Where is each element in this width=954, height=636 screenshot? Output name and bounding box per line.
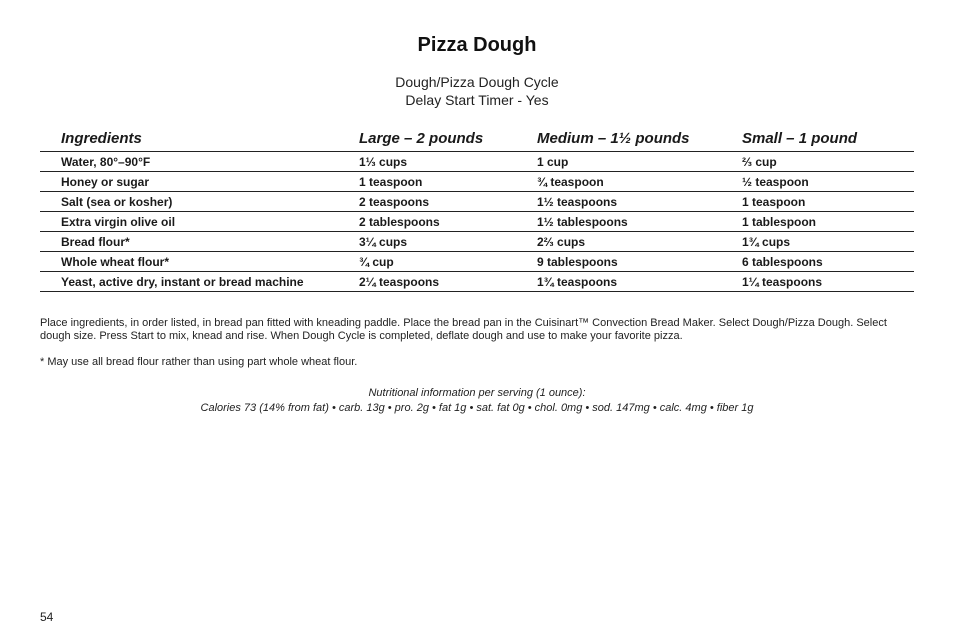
table-row: [40, 152, 914, 172]
ingredients-table: [40, 127, 914, 292]
table-row: [40, 192, 914, 212]
large-amount: 3¼ cups: [359, 232, 537, 252]
header-large: Large – 2 pounds: [359, 127, 537, 152]
instructions-paragraph: Place ingredients, in order listed, in bread pan fitted with kneading paddle. Place the bread pan in the Cuisinart™ Convection Bread Maker. Select Dough/Pizza Dough. Select dough size. Press Start to mix, knead and rise. When Dough Cycle is completed, deflate dough and use to make your favorite pizza.: [40, 317, 887, 342]
medium-amount: 2⅔ cups: [537, 232, 742, 252]
large-amount: ¾ cup: [359, 252, 537, 272]
medium-amount: 1½ tablespoons: [537, 212, 742, 232]
small-amount: ⅔ cup: [742, 152, 914, 172]
table-row: [40, 252, 914, 272]
small-amount: 1¼ teaspoons: [742, 272, 914, 292]
ingredient-name: Honey or sugar: [40, 172, 359, 192]
delay-timer-subtitle: Delay Start Timer - Yes: [405, 92, 549, 108]
large-amount: 1⅓ cups: [359, 152, 537, 172]
medium-amount: 1¾ teaspoons: [537, 272, 742, 292]
small-amount: 6 tablespoons: [742, 252, 914, 272]
nutrition-details: Calories 73 (14% from fat) • carb. 13g • pro. 2g • fat 1g • sat. fat 0g • chol. 0mg • sod. 147mg • calc. 4mg • fiber 1g: [200, 402, 754, 414]
table-row: [40, 232, 914, 252]
ingredient-name: Salt (sea or kosher): [40, 192, 359, 212]
page-number: 54: [40, 610, 54, 624]
large-amount: 2 tablespoons: [359, 212, 537, 232]
medium-amount: ¾ teaspoon: [537, 172, 742, 192]
small-amount: ½ teaspoon: [742, 172, 914, 192]
large-amount: 2¼ teaspoons: [359, 272, 537, 292]
large-amount: 1 teaspoon: [359, 172, 537, 192]
header-small: Small – 1 pound: [742, 127, 914, 152]
ingredient-name: Bread flour*: [40, 232, 359, 252]
small-amount: 1¾ cups: [742, 232, 914, 252]
nutrition-heading: Nutritional information per serving (1 ounce):: [368, 387, 586, 399]
table-row: [40, 212, 914, 232]
ingredient-name: Whole wheat flour*: [40, 252, 359, 272]
header-medium: Medium – 1½ pounds: [537, 127, 742, 152]
small-amount: 1 tablespoon: [742, 212, 914, 232]
medium-amount: 9 tablespoons: [537, 252, 742, 272]
footnote: * May use all bread flour rather than using part whole wheat flour.: [40, 356, 358, 368]
small-amount: 1 teaspoon: [742, 192, 914, 212]
ingredient-name: Water, 80°–90°F: [40, 152, 359, 172]
page-title: Pizza Dough: [417, 34, 537, 56]
ingredient-name: Yeast, active dry, instant or bread machine: [40, 272, 359, 292]
medium-amount: 1½ teaspoons: [537, 192, 742, 212]
large-amount: 2 teaspoons: [359, 192, 537, 212]
table-row: [40, 272, 914, 292]
cycle-subtitle: Dough/Pizza Dough Cycle: [395, 74, 559, 90]
table-header-row: [40, 127, 914, 152]
table-row: [40, 172, 914, 192]
header-ingredients: Ingredients: [40, 127, 359, 152]
medium-amount: 1 cup: [537, 152, 742, 172]
ingredient-name: Extra virgin olive oil: [40, 212, 359, 232]
